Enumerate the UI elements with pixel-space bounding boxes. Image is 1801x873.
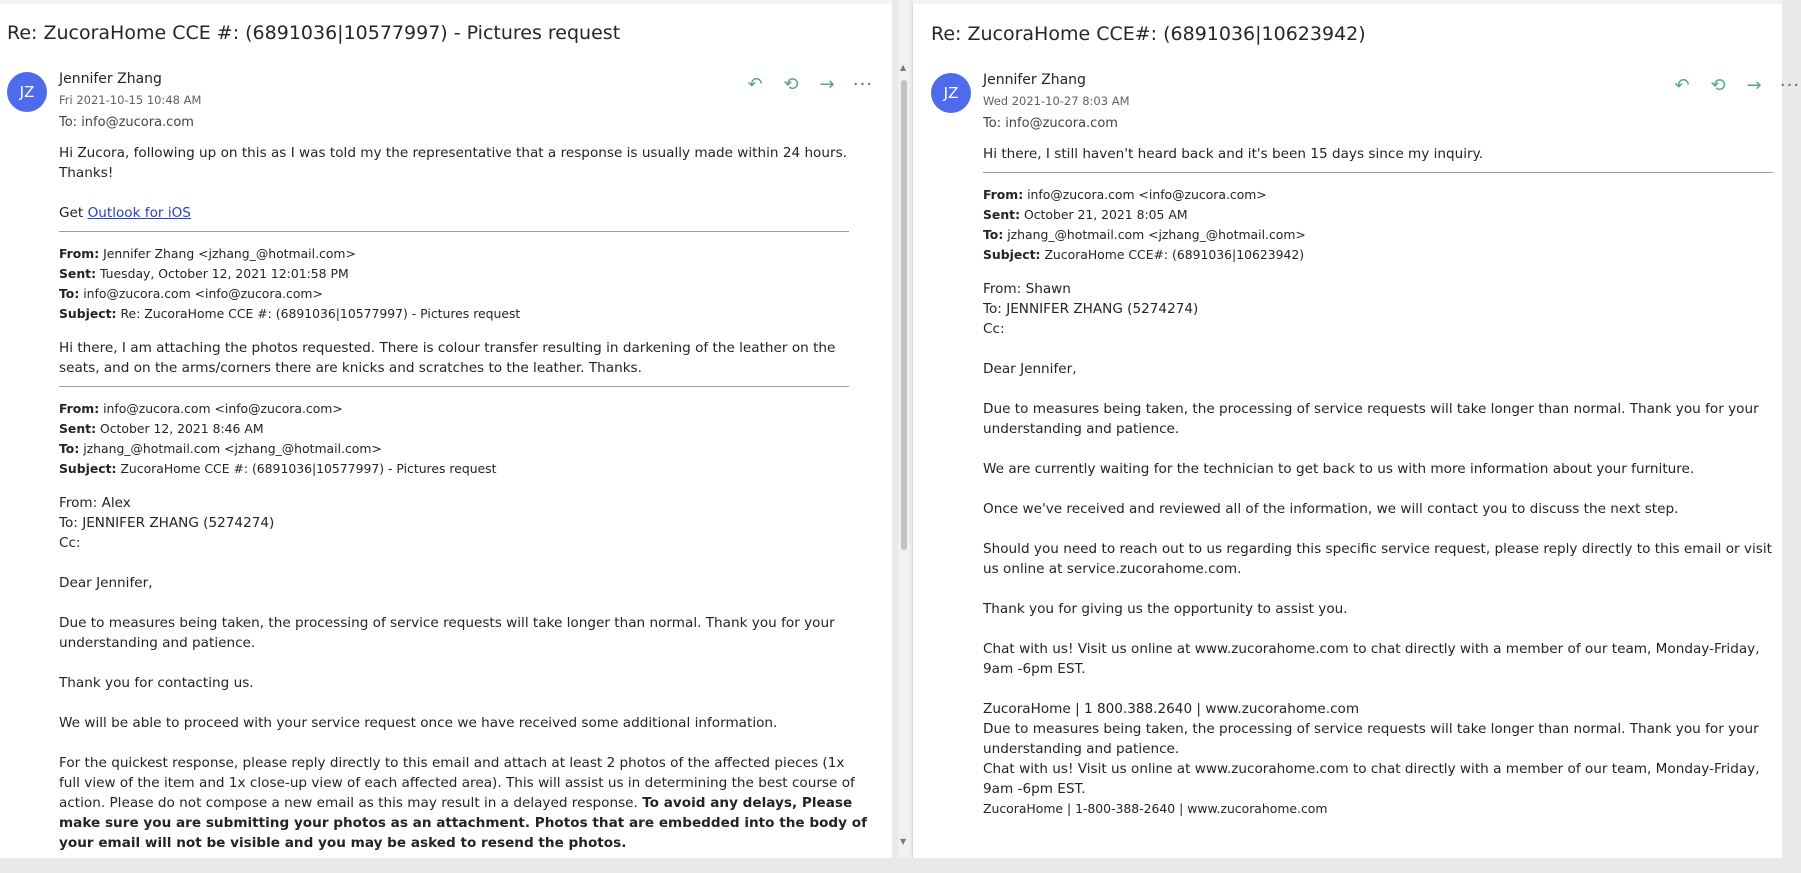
proceed-paragraph: We will be able to proceed with your service request once we have received some additional information. [59, 715, 778, 731]
body-intro: Hi Zucora, following up on this as I was told my the representative that a response is usually made within 24 hours. [59, 145, 847, 161]
message-actions [1671, 75, 1801, 97]
contact-line: ZucoraHome | 1 800.388.2640 | www.zucorahome.com [983, 701, 1360, 717]
message-actions [744, 74, 874, 96]
email-reading-pane-right [912, 0, 1801, 858]
greeting: Dear Jennifer, [59, 575, 153, 591]
email-subject: Re: ZucoraHome CCE#: (6891036|10623942) [931, 23, 1366, 45]
quoted-header-2: From: info@zucora.com <info@zucora.com> Sent: October 12, 2021 8:46 AM To: jzhang_@hotmail.com <jzhang_@hotmail.com> Subject: ZucoraHome CCE #: (6891036|10577997) - Pictures request [59, 401, 497, 476]
chat-repeat: Chat with us! Visit us online at www.zucorahome.com to chat directly with a member of our team, Monday-Friday, 9am -6pm EST. [983, 761, 1760, 797]
quoted-body-1: Hi there, I am attaching the photos requested. There is colour transfer resulting in darkening of the leather on the seats, and on the arms/corners there are knicks and scratches to the leather. Thanks. [59, 340, 836, 376]
attachment-warning: To avoid any delays, Please make sure you are submitting your photos as an attachment. Photos that are embedded into the body of your email will not be visible and you may be asked to resend the photos. [59, 795, 867, 851]
greeting: Dear Jennifer, [983, 361, 1077, 377]
reply-icon[interactable]: ↶ [1674, 75, 1690, 96]
quote-divider [59, 386, 849, 387]
from-alex: From: Alex [59, 495, 131, 511]
email-reading-pane-left [0, 0, 892, 858]
reply-all-icon[interactable]: ⟲ [783, 74, 799, 95]
email-body [59, 143, 869, 873]
measures-paragraph: Due to measures being taken, the processing of service requests will take longer than normal. Thank you for your understanding and patience. [59, 615, 835, 651]
reply-icon[interactable]: ↶ [747, 74, 763, 95]
thank-contact: Thank you for contacting us. [59, 675, 254, 691]
quoted-header-1: From: Jennifer Zhang <jzhang_@hotmail.com> Sent: Tuesday, October 12, 2021 12:01:58 PM To: info@zucora.com <info@zucora.com> Subject: Re: ZucoraHome CCE #: (6891036|10577997) - Pictures request [59, 246, 521, 321]
cc-line: Cc: [59, 535, 81, 551]
sent-date: Wed 2021-10-27 8:03 AM [983, 94, 1130, 108]
quote-divider [983, 172, 1773, 173]
more-actions-icon[interactable]: ··· [1779, 75, 1801, 96]
from-shawn: From: Shawn [983, 281, 1071, 297]
sender-name[interactable]: Jennifer Zhang [59, 71, 162, 87]
sender-avatar[interactable]: JZ [7, 72, 47, 112]
email-subject: Re: ZucoraHome CCE #: (6891036|10577997) - Pictures request [7, 22, 621, 44]
get-prefix: Get [59, 205, 88, 221]
measures-paragraph: Due to measures being taken, the processing of service requests will take longer than normal. Thank you for your understanding and patience. [983, 401, 1759, 437]
scroll-thumb[interactable] [901, 80, 907, 550]
quoted-header: From: info@zucora.com <info@zucora.com> Sent: October 21, 2021 8:05 AM To: jzhang_@hotmail.com <jzhang_@hotmail.com> Subject: ZucoraHome CCE#: (6891036|10623942) [983, 187, 1306, 262]
outlook-signature [59, 203, 869, 223]
thank-opportunity: Thank you for giving us the opportunity to assist you. [983, 601, 1348, 617]
body-intro: Hi there, I still haven't heard back and it's been 15 days since my inquiry. [983, 146, 1484, 162]
cc-line: Cc: [983, 321, 1005, 337]
quickest-paragraph: For the quickest response, please reply directly to this email and attach at least 2 photos of the affected pieces (1x full view of the item and 1x close-up view of each affected area). This will assist us in determining the best course of action. Please do not compose a new email as this may result in a delayed response. To avoid any delays, Please make sure you are submitting your photos as an attachment. Photos that are embedded into the body of your email will not be visible and you may be asked to resend the photos. [59, 755, 867, 851]
chat-paragraph: Chat with us! Visit us online at www.zucorahome.com to chat directly with a member of our team, Monday-Friday, 9am -6pm EST. [983, 641, 1760, 677]
forward-icon[interactable]: → [1746, 75, 1762, 96]
more-actions-icon[interactable]: ··· [852, 74, 874, 95]
waiting-paragraph: We are currently waiting for the technician to get back to us with more information about your furniture. [983, 461, 1695, 477]
left-pane-scrollbar[interactable] [898, 0, 910, 858]
footer-signature: ZucoraHome | 1-800-388-2640 | www.zucorahome.com [983, 801, 1328, 816]
quote-divider [59, 231, 849, 232]
sent-date: Fri 2021-10-15 10:48 AM [59, 93, 202, 107]
sender-name[interactable]: Jennifer Zhang [983, 72, 1086, 88]
sender-avatar[interactable]: JZ [931, 73, 971, 113]
once-paragraph: Once we've received and reviewed all of the information, we will contact you to discuss the next step. [983, 501, 1679, 517]
recipient-line: To: info@zucora.com [59, 115, 194, 130]
email-body [983, 144, 1773, 819]
inner-header [983, 279, 1773, 339]
inner-header [59, 493, 869, 553]
outlook-ios-link[interactable]: Outlook for iOS [87, 205, 191, 221]
to-jennifer: To: JENNIFER ZHANG (5274274) [59, 515, 275, 531]
recipient-line: To: info@zucora.com [983, 116, 1118, 131]
measures-repeat: Due to measures being taken, the processing of service requests will take longer than normal. Thank you for your understanding and patience. [983, 721, 1759, 757]
body-thanks: Thanks! [59, 165, 114, 181]
scroll-down-icon[interactable]: ▼ [900, 837, 907, 846]
scroll-up-icon[interactable]: ▲ [900, 63, 907, 72]
to-jennifer: To: JENNIFER ZHANG (5274274) [983, 301, 1199, 317]
reply-all-icon[interactable]: ⟲ [1710, 75, 1726, 96]
reach-out-paragraph: Should you need to reach out to us regarding this specific service request, please reply directly to this email or visit us online at service.zucorahome.com. [983, 541, 1772, 577]
forward-icon[interactable]: → [819, 74, 835, 95]
